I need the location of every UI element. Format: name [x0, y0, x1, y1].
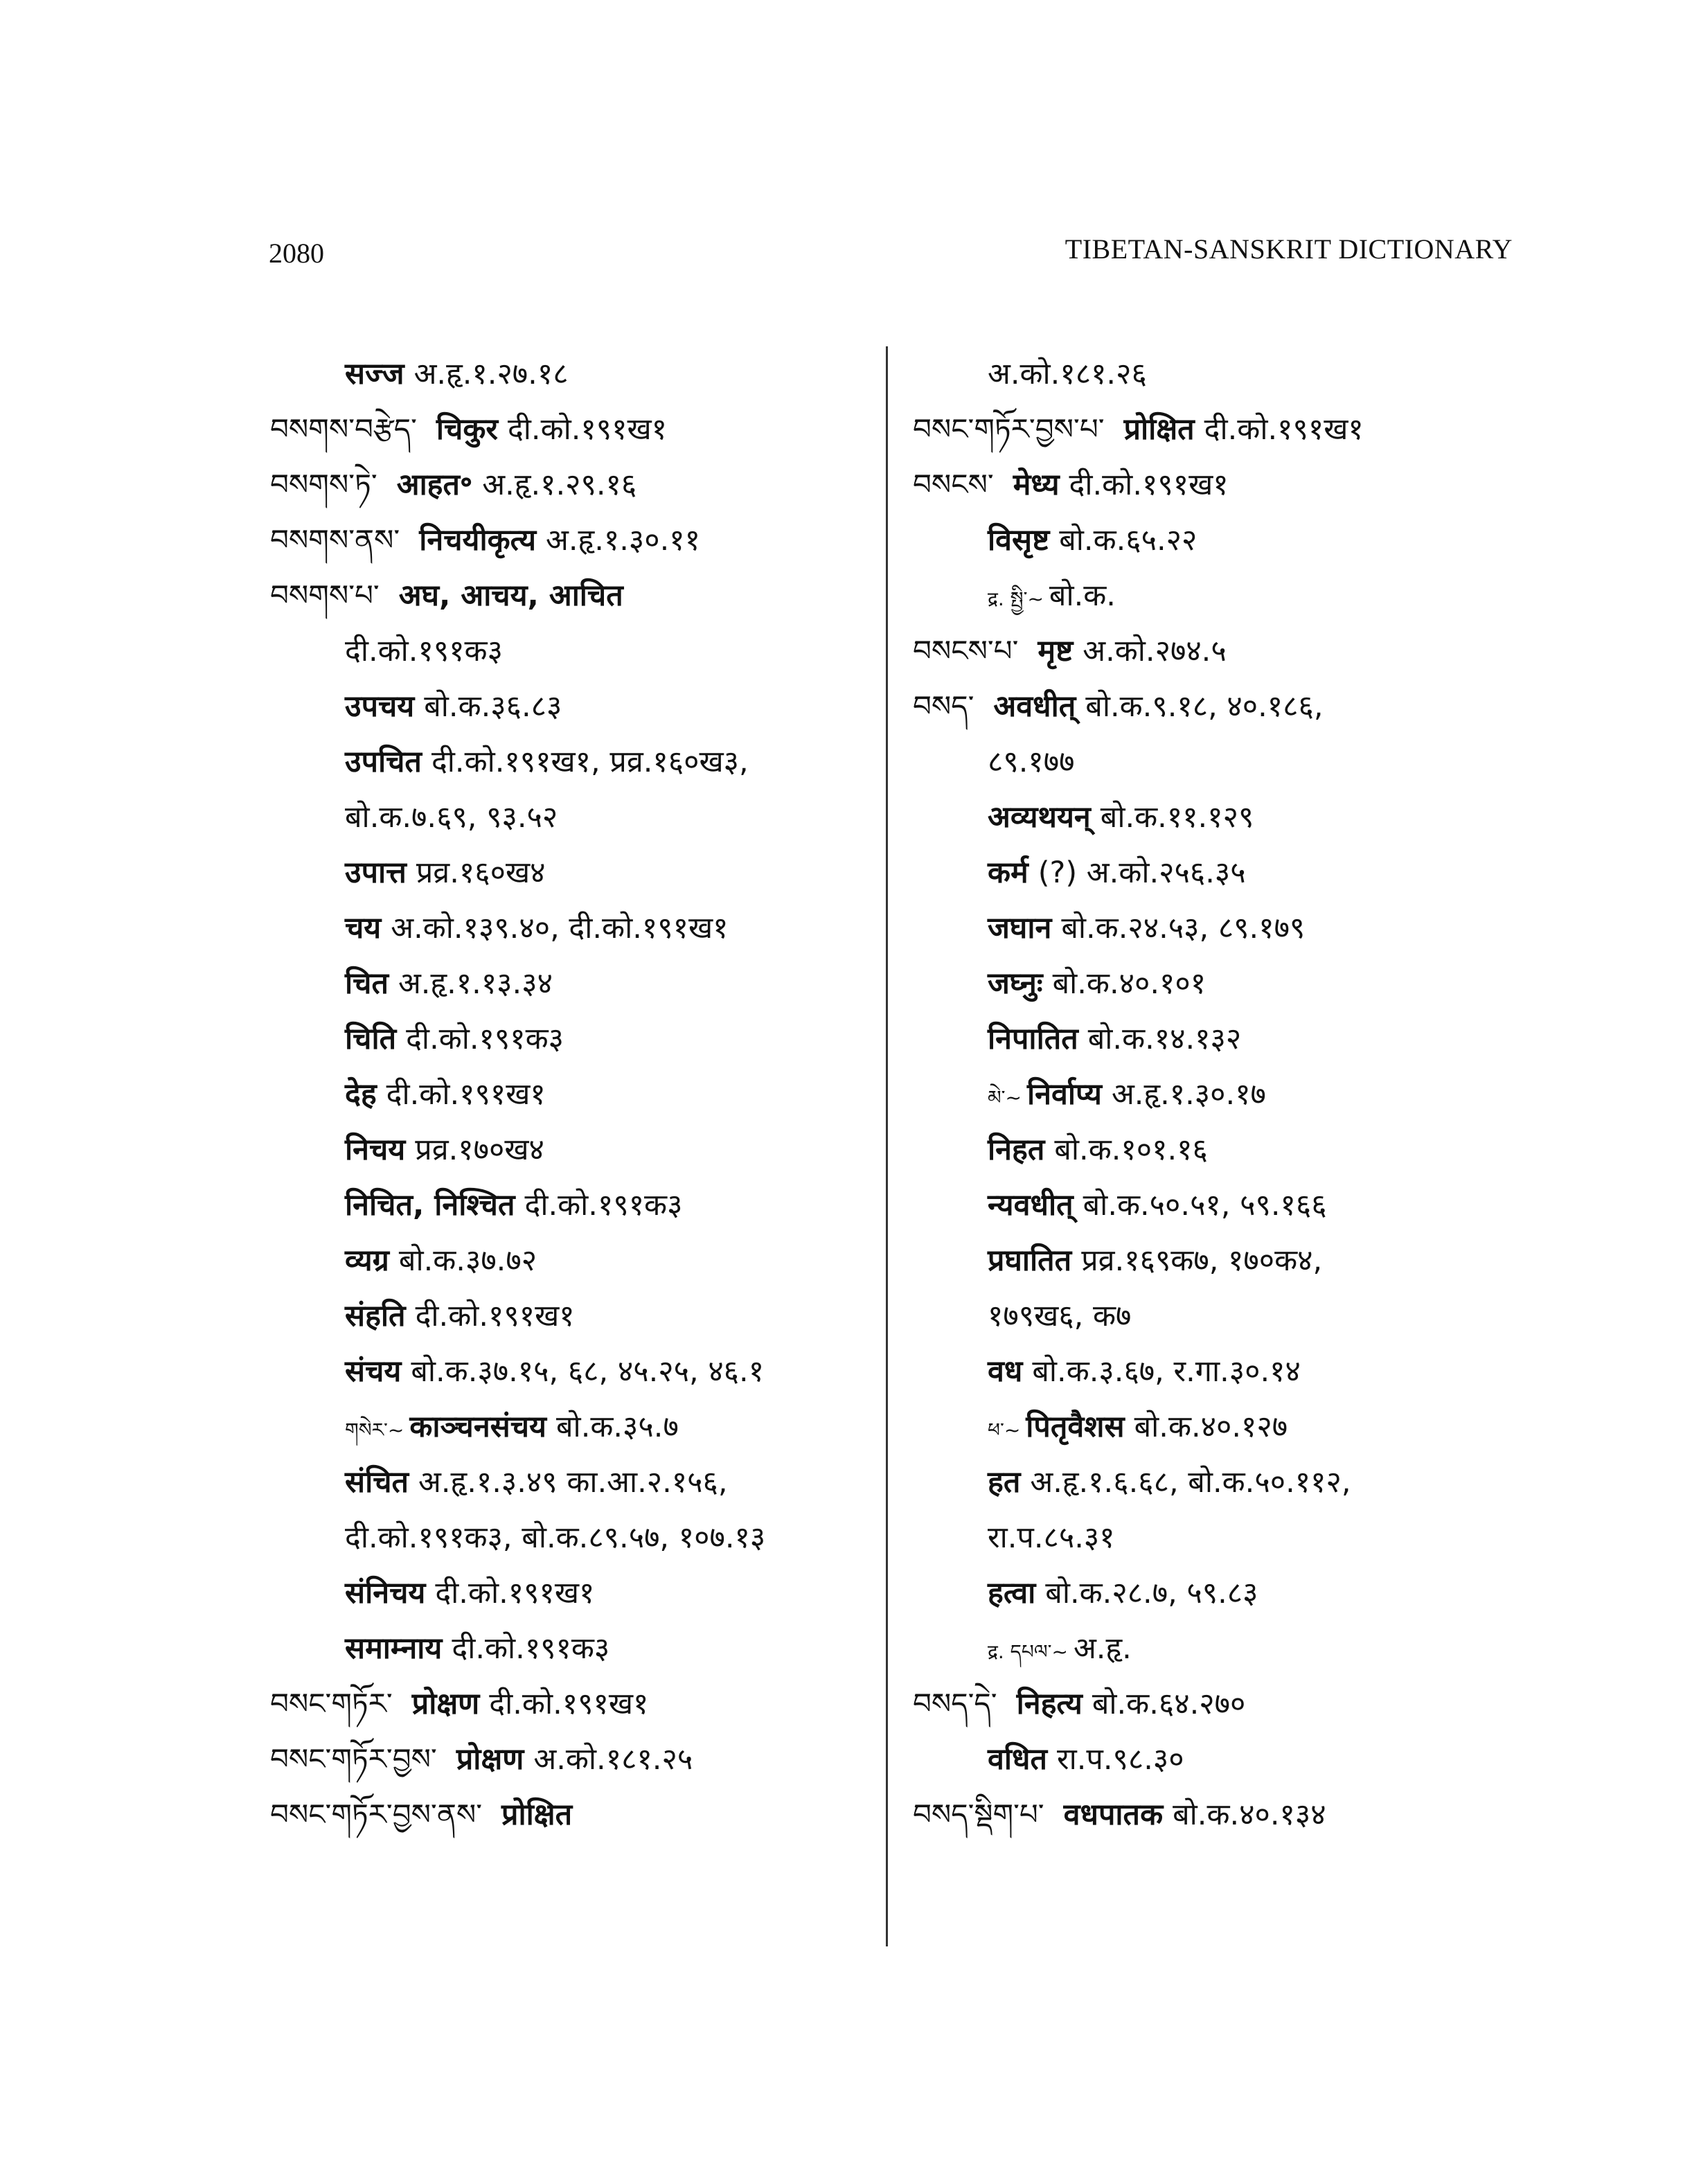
sanskrit-equivalent: प्रोक्षण: [411, 1687, 480, 1721]
compound-prefix: द्र. སྤྱི་~: [988, 587, 1044, 610]
sanskrit-equivalent: जघान: [988, 911, 1052, 945]
reference-citation: अ.को.१३९.४०, दी.को.१९१ख१: [391, 911, 729, 945]
dictionary-line: [913, 1011, 1536, 1067]
reference-citation: दी.को.१९१ख१: [1204, 412, 1364, 447]
sanskrit-equivalent: अवधीत्: [993, 689, 1076, 724]
sanskrit-equivalent: चित: [345, 966, 389, 1001]
dictionary-line: [270, 1732, 880, 1787]
sanskrit-equivalent: निचय: [345, 1133, 406, 1167]
sanskrit-equivalent: संहति: [345, 1299, 406, 1333]
sanskrit-equivalent: निपातित: [988, 1022, 1078, 1056]
reference-citation: दी.को.१९१क३: [406, 1022, 564, 1056]
reference-citation: बो.क.६५.२२: [1059, 523, 1197, 558]
dictionary-line: [270, 1233, 880, 1288]
dictionary-line: [270, 1344, 880, 1399]
sanskrit-equivalent: न्यवधीत्: [988, 1188, 1074, 1223]
dictionary-line: [270, 1510, 880, 1565]
dictionary-line: [270, 1565, 880, 1621]
sanskrit-equivalent: निर्वाप्य: [1027, 1077, 1102, 1112]
reference-citation: अ.हृ.१.१३.३४: [398, 966, 553, 1001]
sanskrit-equivalent: मेध्य: [1013, 468, 1060, 502]
sanskrit-equivalent: निचित, निश्चित: [345, 1188, 515, 1223]
dictionary-line: [913, 623, 1536, 679]
dictionary-line: [913, 568, 1536, 623]
sanskrit-equivalent: विसृष्ट: [988, 523, 1050, 558]
reference-citation: दी.को.१९१ख१: [435, 1576, 595, 1610]
sanskrit-equivalent: निहत्य: [1016, 1687, 1083, 1721]
reference-citation: बो.क.३७.१५, ६८, ४५.२५, ४६.१: [411, 1354, 765, 1389]
dictionary-line: [270, 790, 880, 845]
compound-prefix: ཕ་~: [988, 1419, 1021, 1441]
reference-citation: रा.प.९८.३०: [1057, 1742, 1184, 1777]
reference-citation: अ.हृ.१.२७.१८: [413, 357, 569, 391]
dictionary-line: [270, 1621, 880, 1676]
running-head: TIBETAN-SANSKRIT DICTIONARY: [1065, 233, 1513, 265]
reference-citation: प्रव्र.१६९क७, १७०क४,: [1081, 1243, 1323, 1278]
dictionary-line: [270, 1178, 880, 1233]
dictionary-line: [270, 1288, 880, 1344]
dictionary-line: [270, 1787, 880, 1843]
reference-citation: दी.को.१९१क३: [345, 634, 503, 668]
dictionary-line: [913, 845, 1536, 900]
dictionary-line: [913, 1399, 1536, 1455]
sanskrit-equivalent: देह: [345, 1077, 377, 1112]
sanskrit-equivalent: संचय: [345, 1354, 402, 1389]
tibetan-headword: བསགས་བརྩེད་: [270, 412, 417, 446]
reference-citation: बो.क.४०.१२७: [1134, 1410, 1288, 1444]
sanskrit-equivalent: संनिचय: [345, 1576, 426, 1610]
reference-citation: बो.क.४०.१३४: [1173, 1797, 1326, 1832]
dictionary-line: [270, 1011, 880, 1067]
compound-prefix: མེ་~: [988, 1086, 1022, 1109]
sanskrit-equivalent: वधपातक: [1063, 1797, 1164, 1832]
compound-prefix: द्र. དཔལ་~: [988, 1640, 1068, 1663]
dictionary-line: [270, 457, 880, 513]
reference-citation: बो.क.३६.८३: [424, 689, 562, 724]
sanskrit-equivalent: अघ, आचय, आचित: [398, 578, 623, 613]
sanskrit-equivalent: उपचय: [345, 689, 415, 724]
reference-citation: दी.को.१९१क३, बो.क.८९.५७, १०७.१३: [345, 1520, 766, 1555]
reference-citation: अ.हृ.: [1073, 1631, 1132, 1666]
sanskrit-equivalent: जघ्नुः: [988, 966, 1043, 1001]
reference-citation: प्रव्र.१६०ख४: [416, 855, 546, 890]
tibetan-headword: བསང་གཏོར་བྱས་: [270, 1742, 437, 1776]
reference-citation: दी.को.१९१ख१: [415, 1299, 575, 1333]
dictionary-line: [270, 1067, 880, 1122]
sanskrit-equivalent: पितृवैशस: [1026, 1410, 1125, 1444]
sanskrit-equivalent: मृष्ट: [1037, 634, 1074, 668]
tibetan-headword: བསང་གཏོར་བྱས་པ་: [913, 412, 1105, 446]
dictionary-line: [913, 457, 1536, 513]
reference-citation: दी.को.१९१ख१: [489, 1687, 649, 1721]
dictionary-line: [913, 1565, 1536, 1621]
reference-citation: अ.हृ.१.३०.१७: [1111, 1077, 1266, 1112]
dictionary-line: [913, 1455, 1536, 1510]
reference-citation: दी.को.१९१क३: [524, 1188, 683, 1223]
reference-citation: अ.हृ.१.३.४९ का.आ.२.१५६,: [418, 1465, 728, 1500]
dictionary-line: [913, 734, 1536, 790]
tibetan-headword: བསད་དེ་: [913, 1687, 997, 1721]
tibetan-headword: བསད་སྡིག་པ་: [913, 1797, 1044, 1831]
dictionary-line: [913, 346, 1536, 402]
dictionary-line: [913, 1178, 1536, 1233]
dictionary-line: [913, 1344, 1536, 1399]
reference-citation: बो.क.११.१२९: [1100, 800, 1254, 835]
dictionary-line: [913, 790, 1536, 845]
dictionary-line: [270, 679, 880, 734]
reference-citation: बो.क.१०१.१६: [1054, 1133, 1208, 1167]
reference-citation: रा.प.८५.३१: [988, 1520, 1115, 1555]
dictionary-line: [913, 1510, 1536, 1565]
sanskrit-equivalent: हत: [988, 1465, 1021, 1500]
sanskrit-equivalent: आहत॰: [396, 468, 473, 502]
tibetan-headword: བསགས་ནས་: [270, 523, 400, 557]
sanskrit-equivalent: काञ्चनसंचय: [409, 1410, 546, 1444]
reference-citation: अ.को.१८१.२५: [533, 1742, 693, 1777]
dictionary-line: [270, 1455, 880, 1510]
reference-citation: बो.क.५०.५१, ५९.१६६: [1083, 1188, 1327, 1223]
reference-citation: दी.को.१९१ख१: [1069, 468, 1229, 502]
sanskrit-equivalent: अव्यथयन्: [988, 800, 1091, 835]
reference-citation: दी.को.१९१ख१: [507, 412, 668, 447]
dictionary-line: [913, 1122, 1536, 1178]
dictionary-line: [913, 1732, 1536, 1787]
dictionary-line: [270, 956, 880, 1011]
column-divider: [886, 346, 888, 1946]
reference-citation: अ.हृ.१.२९.१६: [482, 468, 637, 502]
dictionary-line: [270, 513, 880, 568]
dictionary-line: [270, 845, 880, 900]
reference-citation: बो.क.३७.७२: [398, 1243, 537, 1278]
dictionary-line: [913, 679, 1536, 734]
reference-citation: बो.क.४०.१०१: [1052, 966, 1206, 1001]
dictionary-line: [913, 1067, 1536, 1122]
dictionary-line: [270, 402, 880, 457]
dictionary-line: [913, 1787, 1536, 1843]
reference-citation: बो.क.२४.५३, ८९.१७९: [1061, 911, 1306, 945]
reference-citation: बो.क.३५.७: [556, 1410, 679, 1444]
reference-citation: (?) अ.को.२५६.३५: [1037, 855, 1246, 890]
tibetan-headword: བསང་གཏོར་: [270, 1687, 393, 1721]
right-column: [913, 346, 1536, 1843]
dictionary-line: [270, 568, 880, 623]
reference-citation: दी.को.१९१क३: [452, 1631, 610, 1666]
dictionary-line: [270, 623, 880, 679]
sanskrit-equivalent: चिति: [345, 1022, 397, 1056]
dictionary-line: [270, 1399, 880, 1455]
reference-citation: १७९ख६, क७: [988, 1299, 1132, 1333]
sanskrit-equivalent: हत्वा: [988, 1576, 1036, 1610]
tibetan-headword: བསགས་པ་: [270, 578, 380, 612]
sanskrit-equivalent: प्रोक्षण: [456, 1742, 524, 1777]
sanskrit-equivalent: निचयीकृत्य: [419, 523, 537, 558]
compound-prefix: གསེར་~: [345, 1419, 404, 1441]
reference-citation: ८९.१७७: [988, 745, 1075, 779]
sanskrit-equivalent: उपचित: [345, 745, 422, 779]
dictionary-line: [270, 734, 880, 790]
dictionary-line: [913, 956, 1536, 1011]
sanskrit-equivalent: उपात्त: [345, 855, 407, 890]
dictionary-line: [913, 1233, 1536, 1288]
reference-citation: दी.को.१९१ख१: [386, 1077, 546, 1112]
page-number: 2080: [269, 238, 324, 269]
sanskrit-equivalent: सज्ज: [345, 357, 404, 391]
reference-citation: प्रव्र.१७०ख४: [415, 1133, 544, 1167]
reference-citation: बो.क.६४.२७०: [1092, 1687, 1246, 1721]
tibetan-headword: བསངས་པ་: [913, 634, 1019, 668]
dictionary-line: [270, 1676, 880, 1732]
dictionary-line: [913, 1676, 1536, 1732]
sanskrit-equivalent: चय: [345, 911, 382, 945]
sanskrit-equivalent: कर्म: [988, 855, 1028, 890]
reference-citation: बो.क.२८.७, ५९.८३: [1045, 1576, 1258, 1610]
dictionary-line: [913, 513, 1536, 568]
sanskrit-equivalent: समाम्नाय: [345, 1631, 443, 1666]
reference-citation: बो.क.९.१८, ४०.१८६,: [1085, 689, 1324, 724]
tibetan-headword: བསངས་: [913, 468, 994, 501]
sanskrit-equivalent: निहत: [988, 1133, 1045, 1167]
dictionary-line: [913, 900, 1536, 956]
reference-citation: बो.क.३.६७, र.गा.३०.१४: [1032, 1354, 1301, 1389]
reference-citation: बो.क.: [1049, 578, 1116, 613]
sanskrit-equivalent: वधित: [988, 1742, 1047, 1777]
sanskrit-equivalent: प्रघातित: [988, 1243, 1072, 1278]
dictionary-line: [913, 1621, 1536, 1676]
dictionary-line: [270, 346, 880, 402]
reference-citation: अ.हृ.१.६.६८, बो.क.५०.११२,: [1030, 1465, 1351, 1500]
reference-citation: अ.को.१८१.२६: [988, 357, 1147, 391]
sanskrit-equivalent: प्रोक्षित: [501, 1797, 573, 1832]
sanskrit-equivalent: संचित: [345, 1465, 409, 1500]
sanskrit-equivalent: वध: [988, 1354, 1023, 1389]
sanskrit-equivalent: व्यग्र: [345, 1243, 389, 1278]
dictionary-line: [913, 1288, 1536, 1344]
tibetan-headword: བསང་གཏོར་བྱས་ནས་: [270, 1797, 483, 1831]
tibetan-headword: བསགས་ཏེ་: [270, 468, 377, 501]
left-column: [270, 346, 880, 1843]
sanskrit-equivalent: प्रोक्षित: [1123, 412, 1195, 447]
reference-citation: बो.क.७.६९, ९३.५२: [345, 800, 558, 835]
dictionary-line: [913, 402, 1536, 457]
reference-citation: बो.क.१४.१३२: [1087, 1022, 1242, 1056]
dictionary-line: [270, 1122, 880, 1178]
reference-citation: अ.हृ.१.३०.११: [546, 523, 701, 558]
sanskrit-equivalent: चिकुर: [436, 412, 498, 447]
tibetan-headword: བསད་: [913, 689, 974, 723]
dictionary-line: [270, 900, 880, 956]
reference-citation: अ.को.२७४.५: [1083, 634, 1227, 668]
reference-citation: दी.को.१९१ख१, प्रव्र.१६०ख३,: [431, 745, 749, 779]
